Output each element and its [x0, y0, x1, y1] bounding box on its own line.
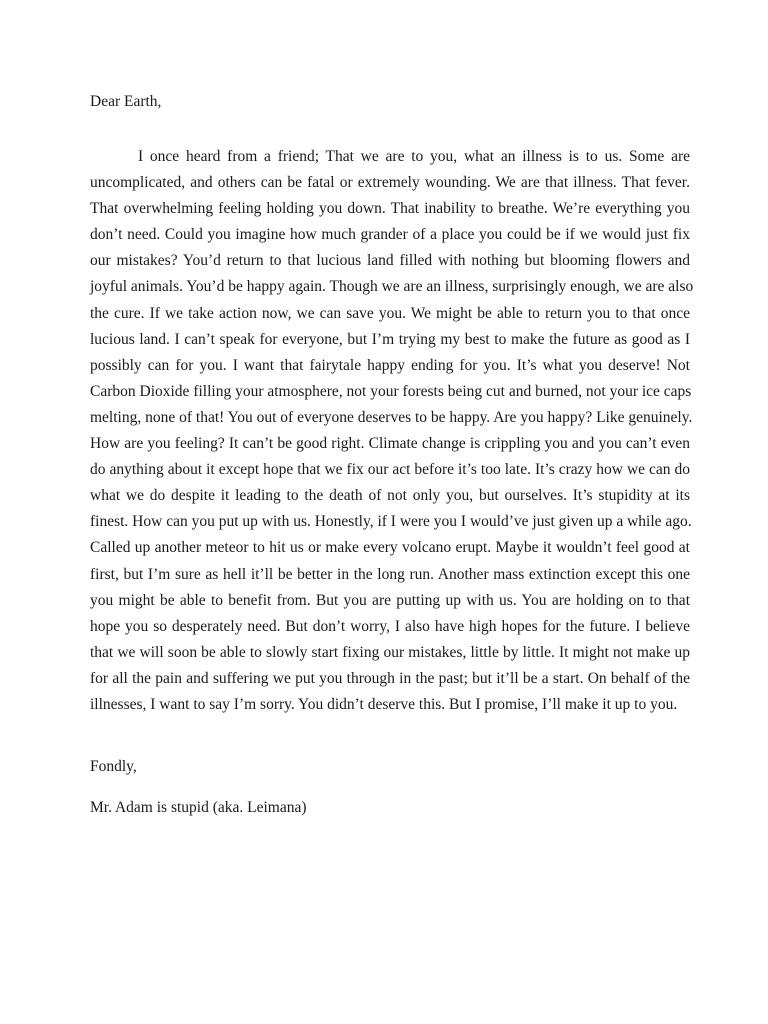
- letter-closing: Fondly,: [90, 758, 137, 775]
- letter-body-line: hope you so desperately need. But don’t worry, I also have high hopes for the future. I believe: [90, 617, 690, 635]
- letter-body-line: you might be able to benefit from. But you are putting up with us. You are holding on to that: [90, 591, 690, 609]
- letter-body-line: uncomplicated, and others can be fatal or extremely wounding. We are that illness. That fever.: [90, 174, 690, 192]
- letter-body-line: I once heard from a friend; That we are to you, what an illness is to us. Some are: [138, 148, 690, 165]
- letter-body: [90, 144, 694, 718]
- letter-body-line: melting, none of that! You out of everyone deserves to be happy. Are you happy? Like genuinely.: [90, 408, 693, 426]
- letter-body-line: don’t need. Could you imagine how much grander of a place you could be if we would just fix: [90, 226, 690, 244]
- letter-body-line: do anything about it except hope that we fix our act before it’s too late. It’s crazy how we can do: [90, 461, 690, 479]
- letter-body-line: Called up another meteor to hit us or make every volcano erupt. Maybe it wouldn’t feel good at: [90, 539, 690, 557]
- letter-body-line: lucious land. I can’t speak for everyone, but I’m trying my best to make the future as good as I: [90, 330, 690, 348]
- letter-body-line: first, but I’m sure as hell it’ll be better in the long run. Another mass extinction except this one: [90, 565, 690, 583]
- letter-body-line: what we do despite it leading to the death of not only you, but ourselves. It’s stupidity at its: [90, 487, 690, 505]
- letter-signature: Mr. Adam is stupid (aka. Leimana): [90, 799, 307, 816]
- letter-body-line: the cure. If we take action now, we can save you. We might be able to return you to that once: [90, 304, 690, 322]
- letter-body-line: our mistakes? You’d return to that lucious land filled with nothing but blooming flowers and: [90, 252, 690, 270]
- letter-body-line: possibly can for you. I want that fairytale happy ending for you. It’s what you deserve! Not: [90, 356, 690, 374]
- letter-body-line: that we will soon be able to slowly start fixing our mistakes, little by little. It might not make up: [90, 643, 690, 661]
- letter-body-line: finest. How can you put up with us. Honestly, if I were you I would’ve just given up a while ago.: [90, 513, 692, 531]
- letter-body-line: That overwhelming feeling holding you down. That inability to breathe. We’re everything you: [90, 200, 690, 218]
- letter-body-line: illnesses, I want to say I’m sorry. You didn’t deserve this. But I promise, I’ll make it up to you.: [90, 695, 678, 713]
- letter-body-line: joyful animals. You’d be happy again. Though we are an illness, surprisingly enough, we are also: [90, 278, 694, 296]
- letter-body-line: for all the pain and suffering we put you through in the past; but it’ll be a start. On behalf of the: [90, 669, 690, 687]
- letter-body-line: Carbon Dioxide filling your atmosphere, not your forests being cut and burned, not your ice caps: [90, 382, 692, 400]
- letter-body-line: How are you feeling? It can’t be good right. Climate change is crippling you and you can’t even: [90, 435, 690, 453]
- letter-salutation: Dear Earth,: [90, 93, 162, 110]
